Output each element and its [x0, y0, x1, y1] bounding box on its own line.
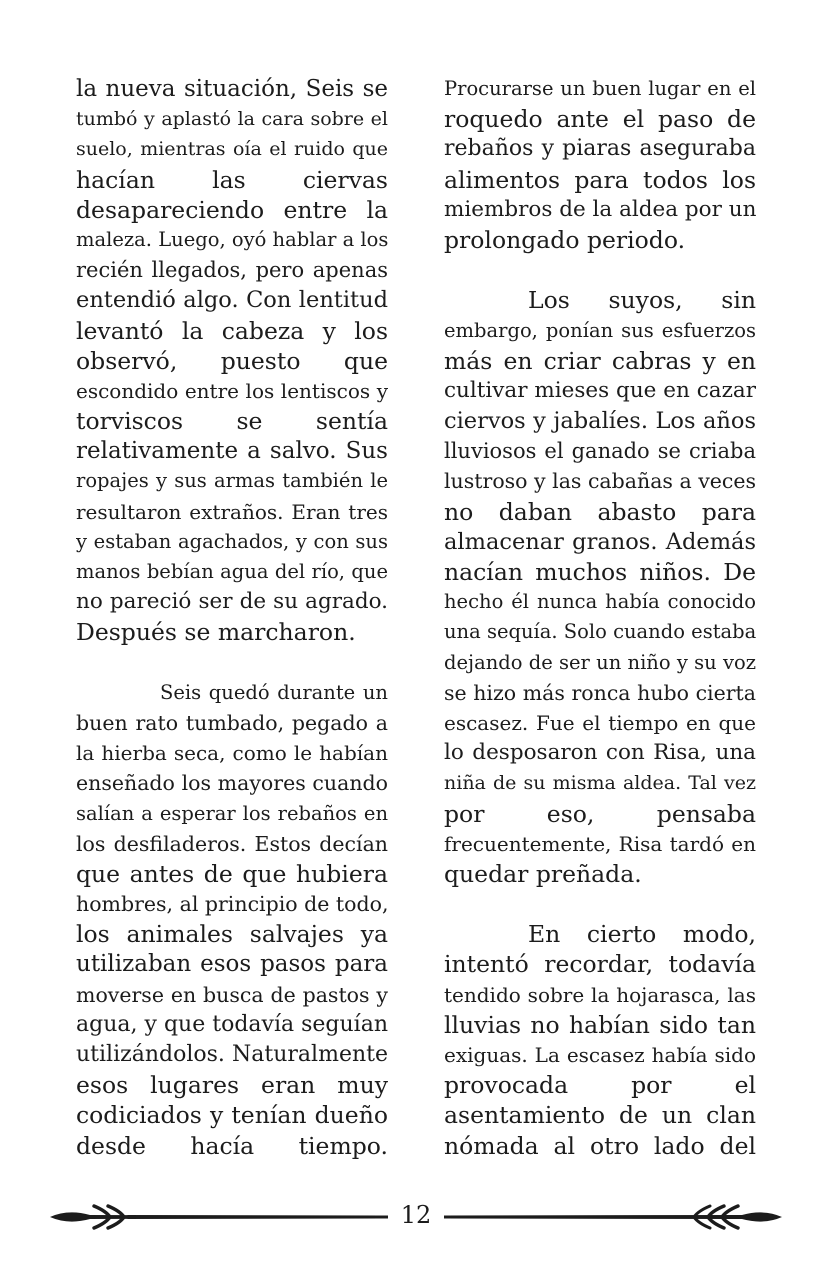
text-line: salían a esperar los rebaños en: [76, 801, 388, 825]
text-line: escasez. Fue el tiempo en que: [444, 710, 756, 735]
text-line: manos bebían agua del río, que: [76, 560, 388, 583]
paragraph-gap: [76, 648, 388, 678]
text-line: lustroso y las cabañas a veces: [444, 469, 756, 494]
text-line: dejando de ser un niño y su voz: [444, 650, 756, 674]
text-line: escondido entre los lentiscos y: [76, 378, 388, 403]
text-line: que antes de que hubiera: [76, 859, 388, 888]
text-line: utilizaban esos pasos para: [76, 951, 388, 978]
text-line: Seis quedó durante un: [160, 680, 388, 704]
text-line: maleza. Luego, oyó hablar a los: [76, 227, 388, 251]
text-line: torviscos se sentía: [76, 407, 388, 436]
text-line: intentó recordar, todavía: [444, 950, 756, 979]
paragraph-gap: [444, 255, 756, 285]
text-line: y estaban agachados, y con sus: [76, 529, 388, 553]
text-line: moverse en busca de pastos y: [76, 982, 388, 1007]
page-footer: [48, 1198, 784, 1238]
text-line: prolongado periodo.: [444, 225, 686, 254]
text-line: alimentos para todos los: [444, 165, 756, 194]
text-line: En cierto modo,: [528, 920, 756, 949]
text-line: relativamente a salvo. Sus: [76, 438, 388, 465]
text-line: hombres, al principio de todo,: [76, 892, 388, 917]
text-line: desde hacía tiempo.: [76, 1131, 388, 1160]
text-line: la nueva situación, Seis se: [76, 76, 388, 102]
paragraph: [444, 74, 756, 255]
text-line: desapareciendo entre la: [76, 195, 388, 224]
text-line: una sequía. Solo cuando estaba: [444, 620, 756, 644]
text-line: cultivar mieses que en cazar: [444, 377, 756, 403]
text-line: provocada por el: [444, 1071, 756, 1100]
text-line: por eso, pensaba: [444, 799, 756, 828]
text-line: ciervos y jabalíes. Los años: [444, 408, 756, 435]
text-line: almacenar granos. Además: [444, 528, 756, 555]
text-line: nacían muchos niños. De: [444, 558, 756, 586]
left-column: [76, 74, 388, 1161]
text-line: lo desposaron con Risa, una: [444, 740, 756, 766]
text-line: suelo, mientras oía el ruido que: [76, 138, 388, 161]
text-line: entendió algo. Con lentitud: [76, 287, 388, 314]
text-line: no daban abasto para: [444, 497, 756, 526]
text-line: codiciados y tenían dueño: [76, 1101, 388, 1130]
right-column: [444, 74, 756, 1161]
text-line: más en criar cabras y en: [444, 346, 756, 375]
text-line: observó, puesto que: [76, 346, 388, 375]
text-line: lluviosos el ganado se criaba: [444, 439, 756, 464]
text-line: Procurarse un buen lugar en el: [444, 77, 756, 100]
arrow-flourish-right-icon: [444, 1202, 784, 1232]
text-line: la hierba seca, como le habían: [76, 741, 388, 766]
text-line: enseñado los mayores cuando: [76, 771, 388, 796]
text-line: Los suyos, sin: [528, 286, 756, 315]
text-line: ropajes y sus armas también le: [76, 469, 388, 493]
text-line: lluvias no habían sido tan: [444, 1010, 756, 1039]
text-line: tumbó y aplastó la cara sobre el: [76, 108, 388, 131]
paragraph: [444, 919, 756, 1161]
text-line: embargo, ponían sus esfuerzos: [444, 318, 756, 342]
text-line: levantó la cabeza y los: [76, 316, 388, 345]
text-line: resultaron extraños. Eran tres: [76, 499, 388, 524]
text-line: hacían las ciervas: [76, 165, 388, 194]
text-line: frecuentemente, Risa tardó en: [444, 831, 756, 856]
paragraph: [76, 678, 388, 1161]
paragraph-gap: [444, 889, 756, 919]
text-line: niña de su misma aldea. Tal vez: [444, 772, 756, 795]
text-line: los desfiladeros. Estos decían: [76, 831, 388, 856]
text-line: agua, y que todavía seguían: [76, 1011, 388, 1037]
text-line: roquedo ante el paso de: [444, 105, 756, 134]
text-line: utilizándolos. Naturalmente: [76, 1042, 388, 1067]
text-line: quedar preñada.: [444, 859, 642, 888]
paragraph: [444, 285, 756, 889]
text-line: se hizo más ronca hubo cierta: [444, 680, 756, 705]
text-line: rebaños y piaras aseguraba: [444, 136, 756, 162]
text-line: buen rato tumbado, pegado a: [76, 710, 388, 735]
text-line: los animales salvajes ya: [76, 920, 388, 949]
text-line: no pareció ser de su agrado.: [76, 589, 388, 615]
text-line: Después se marcharon.: [76, 618, 356, 647]
text-line: hecho él nunca había conocido: [444, 590, 756, 614]
text-line: miembros de la aldea por un: [444, 196, 756, 222]
text-line: tendido sobre la hojarasca, las: [444, 982, 756, 1007]
text-line: esos lugares eran muy: [76, 1071, 388, 1100]
text-line: recién llegados, pero apenas: [76, 258, 388, 283]
text-line: asentamiento de un clan: [444, 1101, 756, 1130]
paragraph: [76, 74, 388, 648]
text-line: exiguas. La escasez había sido: [444, 1043, 756, 1067]
text-line: nómada al otro lado del: [444, 1131, 756, 1160]
page-number: 12: [400, 1201, 432, 1229]
